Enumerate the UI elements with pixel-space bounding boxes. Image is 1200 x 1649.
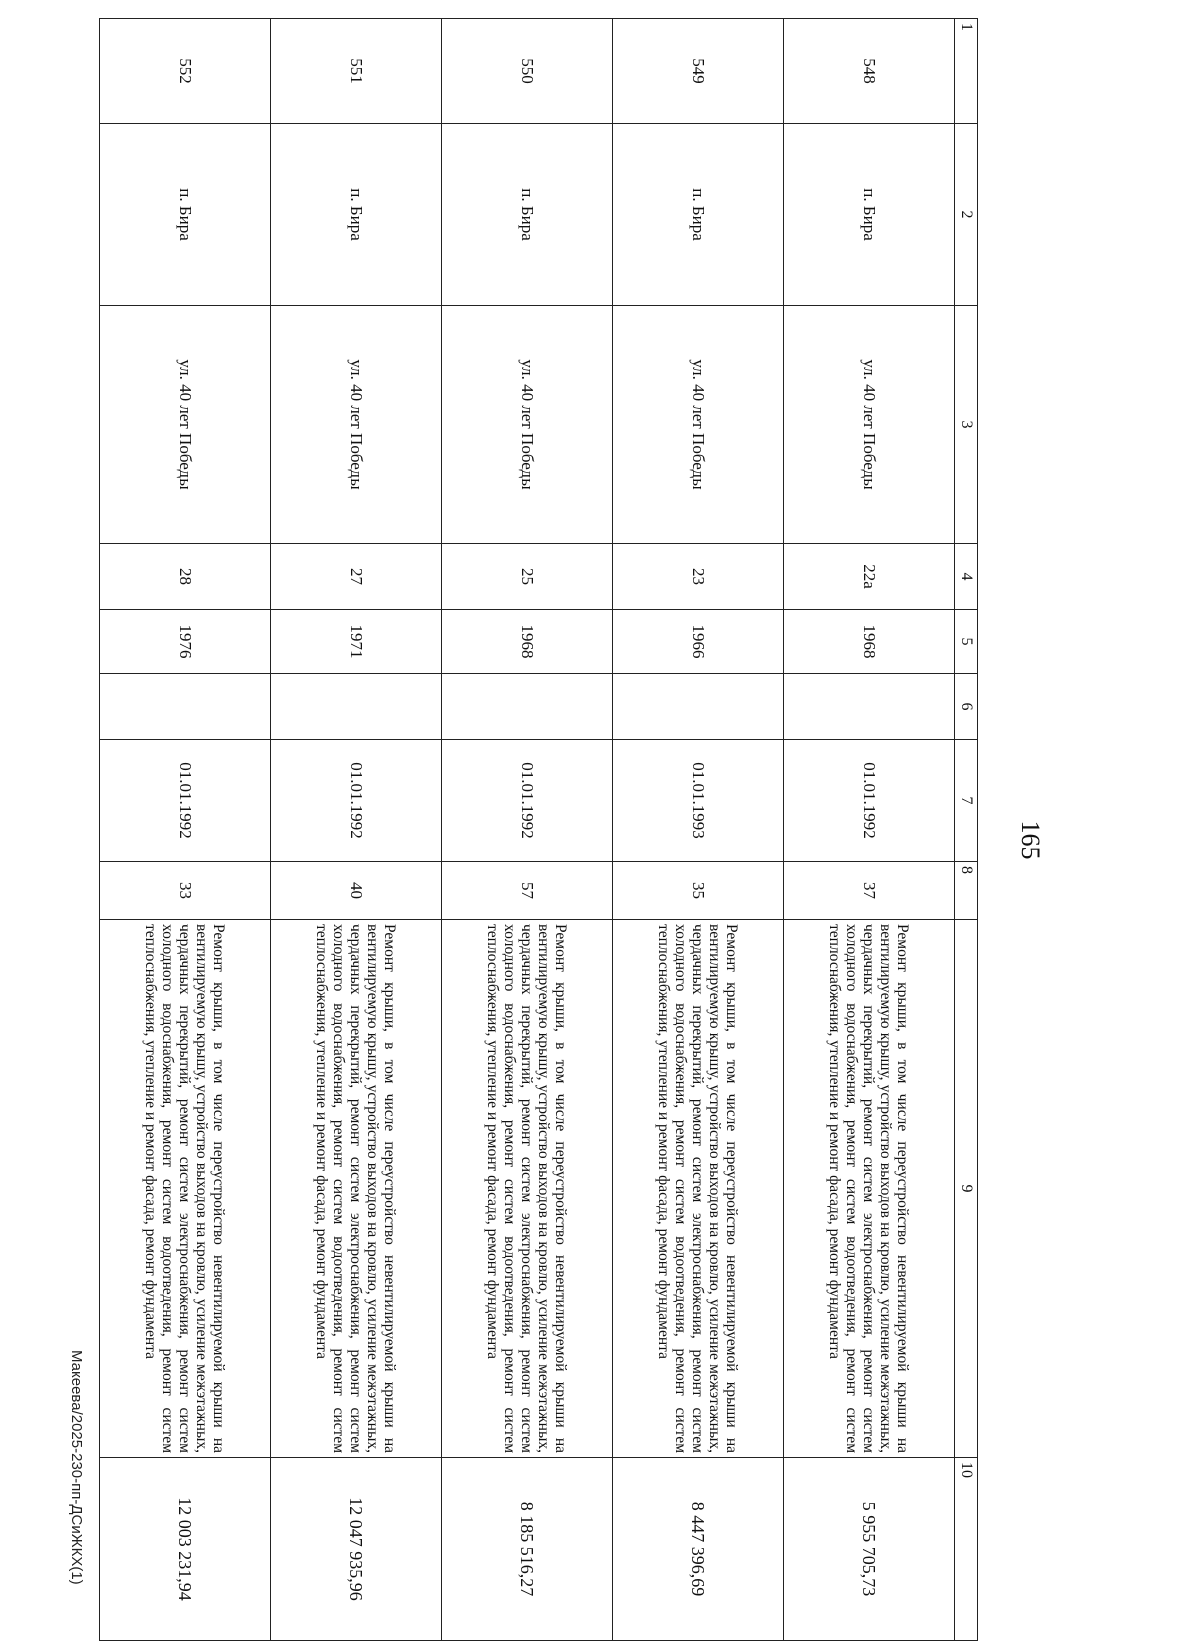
header-cell: 4	[955, 544, 978, 610]
house-number-cell: 23	[613, 544, 784, 610]
settlement-cell: п. Бира	[271, 124, 442, 306]
street-cell: ул. 40 лет Победы	[100, 306, 271, 544]
date-cell: 01.01.1992	[442, 740, 613, 862]
empty-cell	[271, 674, 442, 740]
works-description-cell: Ремонт крыши, в том числе переустройство невентилируемой крыши на вентилируемую крышу, устройство выходов на кровлю, усиление межэтажных, чердачных перекрытий, ремонт систем электроснабжения, ремонт систем холодного водоснабжения, ремонт систем водоотведения, ремонт систем теплоснабжения, утепление и ремонт фасада, ремонт фундамента	[613, 920, 784, 1458]
repair-register-table	[99, 18, 978, 1641]
settlement-cell: п. Бира	[442, 124, 613, 306]
header-cell: 5	[955, 610, 978, 674]
date-cell: 01.01.1992	[271, 740, 442, 862]
empty-cell	[100, 674, 271, 740]
table-row	[442, 19, 613, 1641]
amount-cell: 12 047 935,96	[271, 1458, 442, 1641]
header-cell: 10	[955, 1458, 978, 1641]
header-row	[955, 19, 978, 1641]
table-row	[271, 19, 442, 1641]
works-description-cell: Ремонт крыши, в том числе переустройство невентилируемой крыши на вентилируемую крышу, устройство выходов на кровлю, усиление межэтажных, чердачных перекрытий, ремонт систем электроснабжения, ремонт систем холодного водоснабжения, ремонт систем водоотведения, ремонт систем теплоснабжения, утепление и ремонт фасада, ремонт фундамента	[100, 920, 271, 1458]
amount-cell: 8 185 516,27	[442, 1458, 613, 1641]
header-cell: 2	[955, 124, 978, 306]
year-built-cell: 1968	[784, 610, 955, 674]
row-number: 549	[613, 19, 784, 124]
house-number-cell: 25	[442, 544, 613, 610]
amount-cell: 5 955 705,73	[784, 1458, 955, 1641]
header-cell: 1	[955, 19, 978, 124]
date-cell: 01.01.1992	[100, 740, 271, 862]
empty-cell	[442, 674, 613, 740]
street-cell: ул. 40 лет Победы	[613, 306, 784, 544]
street-cell: ул. 40 лет Победы	[442, 306, 613, 544]
document-footer-reference: Макеева/2025-230-пп-ДСиЖКХ(1)	[68, 1350, 85, 1585]
count-cell: 40	[271, 862, 442, 920]
header-cell: 6	[955, 674, 978, 740]
year-built-cell: 1971	[271, 610, 442, 674]
works-description-cell: Ремонт крыши, в том числе переустройство невентилируемой крыши на вентилируемую крышу, устройство выходов на кровлю, усиление межэтажных, чердачных перекрытий, ремонт систем электроснабжения, ремонт систем холодного водоснабжения, ремонт систем водоотведения, ремонт систем теплоснабжения, утепление и ремонт фасада, ремонт фундамента	[271, 920, 442, 1458]
date-cell: 01.01.1992	[784, 740, 955, 862]
date-cell: 01.01.1993	[613, 740, 784, 862]
table-row	[100, 19, 271, 1641]
count-cell: 33	[100, 862, 271, 920]
settlement-cell: п. Бира	[100, 124, 271, 306]
empty-cell	[613, 674, 784, 740]
header-cell: 7	[955, 740, 978, 862]
header-cell: 9	[955, 920, 978, 1458]
row-number: 552	[100, 19, 271, 124]
year-built-cell: 1976	[100, 610, 271, 674]
header-cell: 3	[955, 306, 978, 544]
header-cell: 8	[955, 862, 978, 920]
row-number: 551	[271, 19, 442, 124]
settlement-cell: п. Бира	[613, 124, 784, 306]
table-row	[784, 19, 955, 1641]
street-cell: ул. 40 лет Победы	[784, 306, 955, 544]
street-cell: ул. 40 лет Победы	[271, 306, 442, 544]
count-cell: 57	[442, 862, 613, 920]
house-number-cell: 22а	[784, 544, 955, 610]
amount-cell: 12 003 231,94	[100, 1458, 271, 1641]
row-number: 548	[784, 19, 955, 124]
page-number: 165	[1016, 820, 1045, 860]
count-cell: 37	[784, 862, 955, 920]
count-cell: 35	[613, 862, 784, 920]
house-number-cell: 28	[100, 544, 271, 610]
amount-cell: 8 447 396,69	[613, 1458, 784, 1641]
year-built-cell: 1968	[442, 610, 613, 674]
row-number: 550	[442, 19, 613, 124]
year-built-cell: 1966	[613, 610, 784, 674]
works-description-cell: Ремонт крыши, в том числе переустройство невентилируемой крыши на вентилируемую крышу, устройство выходов на кровлю, усиление межэтажных, чердачных перекрытий, ремонт систем электроснабжения, ремонт систем холодного водоснабжения, ремонт систем водоотведения, ремонт систем теплоснабжения, утепление и ремонт фасада, ремонт фундамента	[784, 920, 955, 1458]
empty-cell	[784, 674, 955, 740]
settlement-cell: п. Бира	[784, 124, 955, 306]
works-description-cell: Ремонт крыши, в том числе переустройство невентилируемой крыши на вентилируемую крышу, устройство выходов на кровлю, усиление межэтажных, чердачных перекрытий, ремонт систем электроснабжения, ремонт систем холодного водоснабжения, ремонт систем водоотведения, ремонт систем теплоснабжения, утепление и ремонт фасада, ремонт фундамента	[442, 920, 613, 1458]
house-number-cell: 27	[271, 544, 442, 610]
table-row	[613, 19, 784, 1641]
